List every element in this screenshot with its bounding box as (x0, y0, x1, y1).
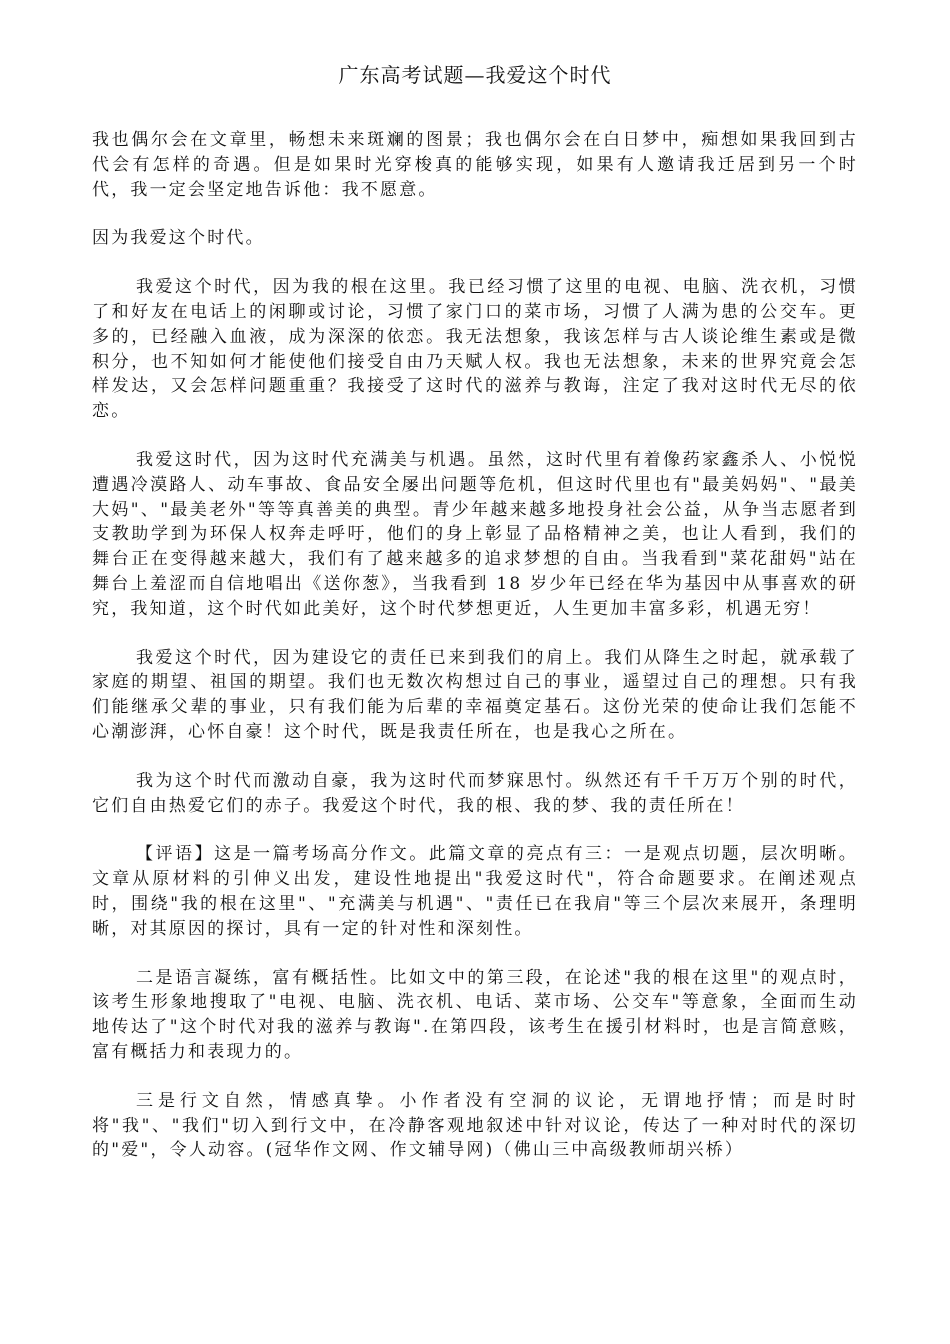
paragraph-commentary-2: 二是语言凝练，富有概括性。比如文中的第三段，在论述"我的根在这里"的观点时，该考生形象地搜取了"电视、电脑、洗衣机、电话、菜市场、公交车"等意象，全面而生动地传达了"这个时代对我的滋养与教诲".在第四段，该考生在援引材料时，也是言简意赅，富有概括力和表现力的。 (92, 967, 858, 1062)
paragraph-commentary-3: 三是行文自然，情感真挚。小作者没有空洞的议论，无谓地抒情；而是时时将"我"、"我们"切入到行文中，在冷静客观地叙述中针对议论，传达了一种对时代的深切的"爱"，令人动容。(冠华作文网、作文辅导网)（佛山三中高级教师胡兴桥） (92, 1090, 858, 1161)
paragraph-thesis: 因为我爱这个时代。 (92, 228, 265, 249)
document-body (92, 128, 858, 1187)
paragraph-commentary-1: 【评语】这是一篇考场高分作文。此篇文章的亮点有三：一是观点切题，层次明晰。文章从原材料的引伸义出发，建设性地提出"我爱这时代"，符合命题要求。在阐述观点时，围绕"我的根在这里"、"充满美与机遇"、"责任已在我肩"等三个层次来展开，条理明晰，对其原因的探讨，具有一定的针对性和深刻性。 (92, 844, 858, 939)
paragraph-intro: 我也偶尔会在文章里，畅想未来斑斓的图景；我也偶尔会在白日梦中，痴想如果我回到古代会有怎样的奇遇。但是如果时光穿梭真的能够实现，如果有人邀请我迁居到另一个时代，我一定会坚定地告诉他：我不愿意。 (92, 130, 858, 200)
paragraph-conclusion: 我为这个时代而激动自豪，我为这时代而梦寐思忖。纵然还有千千万万个别的时代，它们自由热爱它们的赤子。我爱这个时代，我的根、我的梦、我的责任所在！ (92, 770, 858, 816)
paragraph-responsibility: 我爱这个时代，因为建设它的责任已来到我们的肩上。我们从降生之时起，就承载了家庭的期望、祖国的期望。我们也无数次构想过自己的事业，遥望过自己的理想。只有我们能继承父辈的事业，只有我们能为后辈的幸福奠定基石。这份光荣的使命让我们怎能不心潮澎湃，心怀自豪！这个时代，既是我责任所在，也是我心之所在。 (92, 647, 858, 742)
document-title: 广东高考试题—我爱这个时代 (338, 63, 612, 87)
paragraph-roots: 我爱这个时代，因为我的根在这里。我已经习惯了这里的电视、电脑、洗衣机，习惯了和好友在电话上的闲聊或讨论，习惯了家门口的菜市场，习惯了人满为患的公交车。更多的，已经融入血液，成为深深的依恋。我无法想象，我该怎样与古人谈论维生素或是微积分，也不知如何才能使他们接受自由乃天赋人权。我也无法想象，未来的世界究竟会怎样发达，又会怎样问题重重？我接受了这时代的滋养与教诲，注定了我对这时代无尽的依恋。 (92, 277, 858, 422)
paragraph-beauty-opportunity: 我爱这时代，因为这时代充满美与机遇。虽然，这时代里有着像药家鑫杀人、小悦悦遭遇冷漠路人、动车事故、食品安全屡出问题等危机，但这时代里也有"最美妈妈"、"最美大妈"、"最美老外"等等真善美的典型。青少年越来越多地投身社会公益，从争当志愿者到支教助学到为环保人权奔走呼吁，他们的身上彰显了品格精神之美，也让人看到，我们的舞台正在变得越来越大，我们有了越来越多的追求梦想的自由。当我看到"菜花甜妈"站在舞台上羞涩而自信地唱出《送你葱》，当我看到 18 岁少年已经在华为基因中从事喜欢的研究，我知道，这个时代如此美好，这个时代梦想更近，人生更加丰富多彩，机遇无穷！ (92, 449, 858, 619)
